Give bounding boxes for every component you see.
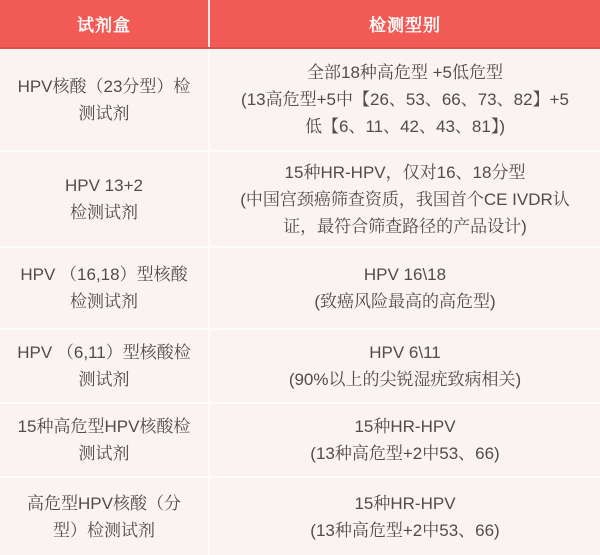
type-desc-line: 证，最符合筛查路径的产品设计) bbox=[283, 216, 527, 236]
kit-cell bbox=[0, 49, 210, 150]
kit-cell bbox=[0, 152, 210, 246]
kit-name-line: HPV 13+2 bbox=[65, 176, 143, 195]
type-desc-line: 15种HR-HPV bbox=[354, 417, 456, 436]
kit-name-line: 测试剂 bbox=[78, 103, 130, 123]
kit-name-line: 测试剂 bbox=[78, 444, 130, 463]
type-cell bbox=[210, 478, 600, 555]
type-desc-line: (中国宫颈癌筛查资质，我国首个CE IVDR认 bbox=[240, 189, 570, 209]
table-row-hpv-6-11 bbox=[0, 328, 600, 402]
table-header-row bbox=[0, 0, 600, 49]
table-row-hpv-13-plus-2 bbox=[0, 150, 600, 246]
type-desc-line: HPV 6\11 bbox=[369, 343, 441, 362]
type-desc-line: 低【6、11、42、43、81】) bbox=[305, 117, 505, 136]
type-desc-line: (90%以上的尖锐湿疣致病相关) bbox=[288, 370, 522, 389]
kit-name-line: 高危型HPV核酸（分 bbox=[27, 493, 181, 513]
kit-name-line: 型）检测试剂 bbox=[53, 520, 155, 540]
header-kit-label: 试剂盒 bbox=[77, 16, 131, 35]
type-desc-line: (13高危型+5中【26、53、66、73、82】+5 bbox=[241, 90, 569, 109]
table-row-hr-hpv-typing bbox=[0, 476, 600, 555]
kit-name-line: 检测试剂 bbox=[70, 292, 138, 311]
type-cell bbox=[210, 152, 600, 246]
kit-name-line: 15种高危型HPV核酸检 bbox=[17, 417, 191, 436]
kit-cell bbox=[0, 330, 210, 402]
table-row-15-hr-hpv bbox=[0, 402, 600, 476]
type-desc-line: (13种高危型+2中53、66) bbox=[310, 444, 500, 463]
type-desc-line: (致癌风险最高的高危型) bbox=[314, 292, 496, 311]
kit-name-line: HPV （6,11）型核酸检 bbox=[17, 343, 191, 362]
table-row-hpv-16-18 bbox=[0, 246, 600, 328]
kit-name-line: 检测试剂 bbox=[70, 203, 138, 222]
header-cell-kit bbox=[0, 0, 210, 47]
table-row-hpv-23-typing bbox=[0, 49, 600, 150]
header-type-label: 检测型别 bbox=[369, 16, 441, 35]
type-cell bbox=[210, 404, 600, 476]
header-cell-type bbox=[210, 0, 600, 47]
kit-name-line: 测试剂 bbox=[78, 370, 130, 389]
kit-cell bbox=[0, 248, 210, 328]
kit-cell bbox=[0, 404, 210, 476]
type-desc-line: (13种高危型+2中53、66) bbox=[310, 520, 500, 540]
type-cell bbox=[210, 49, 600, 150]
type-cell bbox=[210, 330, 600, 402]
kit-name-line: HPV （16,18）型核酸 bbox=[20, 265, 188, 284]
type-desc-line: 15种HR-HPV bbox=[354, 493, 456, 513]
type-desc-line: 全部18种高危型 +5低危型 bbox=[306, 63, 503, 82]
type-desc-line: 15种HR-HPV，仅对16、18分型 bbox=[284, 162, 526, 182]
type-cell bbox=[210, 248, 600, 328]
type-desc-line: HPV 16\18 bbox=[363, 265, 447, 284]
kit-name-line: HPV核酸（23分型）检 bbox=[17, 76, 191, 96]
kit-cell bbox=[0, 478, 210, 555]
